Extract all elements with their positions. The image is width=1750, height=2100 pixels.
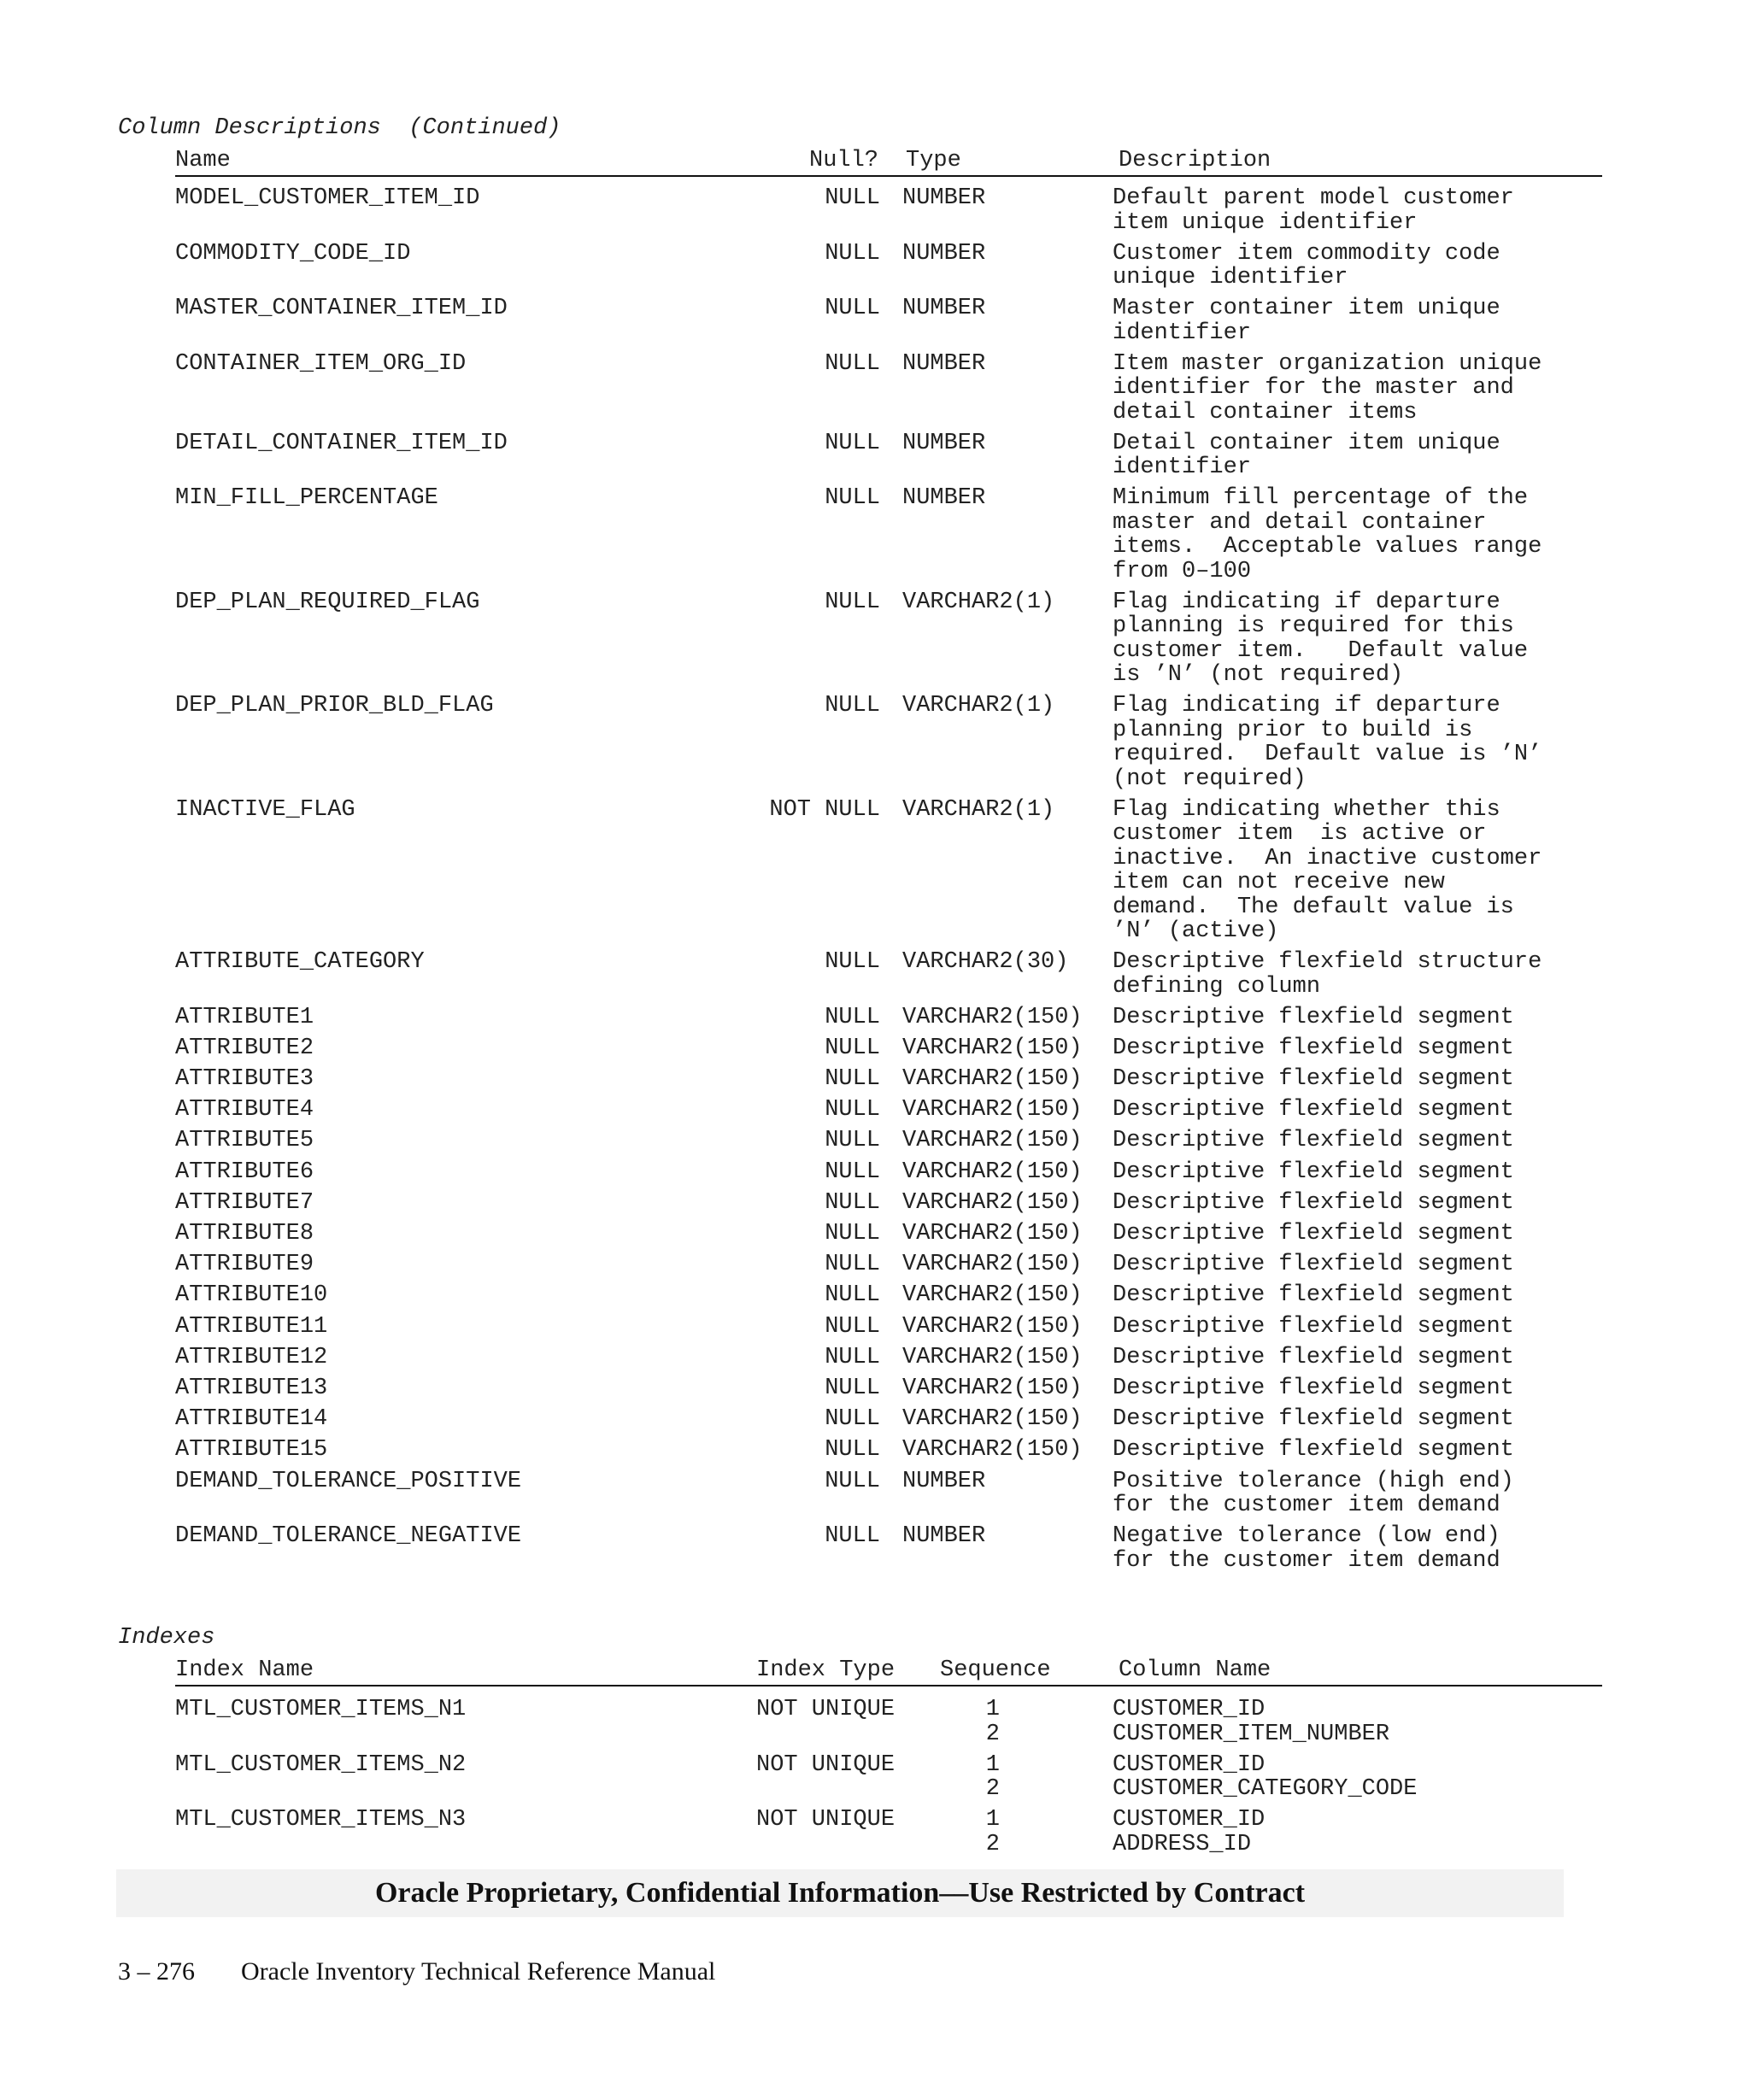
type-cell: VARCHAR2(150) bbox=[902, 1097, 1083, 1123]
description-cell: Descriptive flexfield segment bbox=[1113, 1004, 1514, 1030]
confidential-notice: Oracle Proprietary, Confidential Information––Use Restricted by Contract bbox=[374, 1877, 1306, 1909]
type-cell: NUMBER bbox=[902, 350, 986, 377]
description-cell: Descriptive flexfield segment bbox=[1113, 1189, 1514, 1216]
description-cell: Flag indicating whether this customer item is active or inactive. An inactive customer item can not receive new demand. The default value is ’N’ (active) bbox=[1113, 796, 1542, 944]
description-cell: Descriptive flexfield segment bbox=[1113, 1097, 1514, 1123]
description-cell: Customer item commodity code unique identifier bbox=[1113, 240, 1500, 290]
description-cell: Descriptive flexfield segment bbox=[1113, 1128, 1514, 1154]
null-cell: NULL bbox=[825, 1004, 880, 1030]
null-cell: NULL bbox=[825, 350, 880, 377]
null-cell: NULL bbox=[825, 1097, 880, 1123]
column-name-cell: DEP_PLAN_PRIOR_BLD_FLAG bbox=[175, 693, 494, 719]
description-cell: Flag indicating if departure planning is required for this customer item. Default value is ’N’ (not required) bbox=[1113, 589, 1529, 688]
description-cell: Minimum fill percentage of the master and detail container items. Acceptable values range from 0–100 bbox=[1113, 485, 1542, 584]
header-name: Name bbox=[175, 148, 231, 173]
index-type-cell: NOT UNIQUE bbox=[756, 1751, 896, 1778]
index-name-cell: MTL_CUSTOMER_ITEMS_N2 bbox=[175, 1751, 467, 1778]
type-cell: NUMBER bbox=[902, 485, 986, 511]
column-name-cell: ATTRIBUTE12 bbox=[175, 1344, 328, 1370]
type-cell: NUMBER bbox=[902, 1468, 986, 1494]
description-cell: Negative tolerance (low end) for the customer item demand bbox=[1113, 1523, 1500, 1574]
null-cell: NULL bbox=[825, 1523, 880, 1549]
description-cell: Descriptive flexfield segment bbox=[1113, 1344, 1514, 1370]
null-cell: NULL bbox=[825, 185, 880, 211]
sequence-cell: 1 2 bbox=[985, 1751, 1000, 1802]
column-name-cell: CUSTOMER_ID ADDRESS_ID bbox=[1113, 1807, 1266, 1857]
type-cell: VARCHAR2(150) bbox=[902, 1406, 1083, 1433]
type-cell: VARCHAR2(150) bbox=[902, 1004, 1083, 1030]
description-cell: Descriptive flexfield segment bbox=[1113, 1220, 1514, 1247]
description-cell: Descriptive flexfield segment bbox=[1113, 1437, 1514, 1464]
type-cell: VARCHAR2(150) bbox=[902, 1344, 1083, 1370]
description-cell: Descriptive flexfield segment bbox=[1113, 1035, 1514, 1061]
column-name-cell: DEMAND_TOLERANCE_POSITIVE bbox=[175, 1468, 522, 1494]
column-name-cell: MIN_FILL_PERCENTAGE bbox=[175, 485, 438, 511]
column-name-cell: CONTAINER_ITEM_ORG_ID bbox=[175, 350, 467, 377]
null-cell: NULL bbox=[825, 1468, 880, 1494]
header-column-name: Column Name bbox=[1119, 1657, 1271, 1683]
null-cell: NULL bbox=[825, 1313, 880, 1340]
type-cell: VARCHAR2(150) bbox=[902, 1252, 1083, 1278]
column-name-cell: CUSTOMER_ID CUSTOMER_CATEGORY_CODE bbox=[1113, 1751, 1418, 1802]
column-name-cell: ATTRIBUTE8 bbox=[175, 1220, 314, 1247]
description-cell: Flag indicating if departure planning prior to build is required. Default value is ’N’ (not required) bbox=[1113, 693, 1542, 792]
type-cell: NUMBER bbox=[902, 296, 986, 321]
description-cell: Descriptive flexfield segment bbox=[1113, 1313, 1514, 1340]
header-index-type: Index Type bbox=[756, 1657, 896, 1683]
description-cell: Descriptive flexfield segment bbox=[1113, 1159, 1514, 1185]
header-type: Type bbox=[906, 148, 961, 173]
type-cell: VARCHAR2(30) bbox=[902, 949, 1069, 975]
type-cell: VARCHAR2(150) bbox=[902, 1437, 1083, 1464]
type-cell: NUMBER bbox=[902, 430, 986, 456]
null-cell: NULL bbox=[825, 1035, 880, 1061]
column-name-cell: DETAIL_CONTAINER_ITEM_ID bbox=[175, 430, 508, 456]
header-null: Null? bbox=[809, 148, 879, 173]
column-name-cell: DEP_PLAN_REQUIRED_FLAG bbox=[175, 589, 480, 615]
type-cell: VARCHAR2(150) bbox=[902, 1282, 1083, 1309]
column-name-cell: ATTRIBUTE5 bbox=[175, 1128, 314, 1154]
type-cell: VARCHAR2(150) bbox=[902, 1128, 1083, 1154]
null-cell: NULL bbox=[825, 296, 880, 321]
null-cell: NULL bbox=[825, 1406, 880, 1433]
null-cell: NULL bbox=[825, 693, 880, 719]
manual-title: Oracle Inventory Technical Reference Manual bbox=[241, 1957, 716, 1986]
null-cell: NULL bbox=[825, 1065, 880, 1092]
index-table-header bbox=[175, 1657, 1602, 1686]
null-cell: NULL bbox=[825, 1220, 880, 1247]
column-name-cell: ATTRIBUTE1 bbox=[175, 1004, 314, 1030]
column-name-cell: COMMODITY_CODE_ID bbox=[175, 240, 411, 267]
description-cell: Descriptive flexfield segment bbox=[1113, 1406, 1514, 1433]
index-name-cell: MTL_CUSTOMER_ITEMS_N3 bbox=[175, 1807, 467, 1833]
sequence-cell: 1 2 bbox=[985, 1807, 1000, 1857]
index-type-cell: NOT UNIQUE bbox=[756, 1697, 896, 1722]
column-name-cell: MASTER_CONTAINER_ITEM_ID bbox=[175, 296, 508, 321]
sequence-cell: 1 2 bbox=[985, 1697, 1000, 1747]
column-name-cell: ATTRIBUTE2 bbox=[175, 1035, 314, 1061]
description-cell: Descriptive flexfield segment bbox=[1113, 1065, 1514, 1092]
description-cell: Master container item unique identifier bbox=[1113, 296, 1500, 346]
type-cell: VARCHAR2(150) bbox=[902, 1159, 1083, 1185]
description-cell: Descriptive flexfield segment bbox=[1113, 1252, 1514, 1278]
type-cell: NUMBER bbox=[902, 185, 986, 211]
column-name-cell: ATTRIBUTE11 bbox=[175, 1313, 328, 1340]
column-name-cell: ATTRIBUTE13 bbox=[175, 1375, 328, 1401]
type-cell: VARCHAR2(150) bbox=[902, 1220, 1083, 1247]
index-name-cell: MTL_CUSTOMER_ITEMS_N1 bbox=[175, 1697, 467, 1722]
null-cell: NULL bbox=[825, 1252, 880, 1278]
type-cell: VARCHAR2(1) bbox=[902, 796, 1055, 823]
description-cell: Detail container item unique identifier bbox=[1113, 430, 1500, 480]
null-cell: NULL bbox=[825, 1159, 880, 1185]
null-cell: NULL bbox=[825, 1189, 880, 1216]
type-cell: NUMBER bbox=[902, 1523, 986, 1549]
type-cell: VARCHAR2(150) bbox=[902, 1035, 1083, 1061]
column-name-cell: ATTRIBUTE15 bbox=[175, 1437, 328, 1464]
null-cell: NULL bbox=[825, 430, 880, 456]
column-table-header bbox=[175, 148, 1602, 177]
description-cell: Descriptive flexfield segment bbox=[1113, 1282, 1514, 1309]
null-cell: NULL bbox=[825, 949, 880, 975]
column-name-cell: MODEL_CUSTOMER_ITEM_ID bbox=[175, 185, 480, 211]
type-cell: VARCHAR2(1) bbox=[902, 693, 1055, 719]
column-name-cell: DEMAND_TOLERANCE_NEGATIVE bbox=[175, 1523, 522, 1549]
column-name-cell: ATTRIBUTE_CATEGORY bbox=[175, 949, 425, 975]
page-number: 3 – 276 bbox=[118, 1957, 195, 1986]
description-cell: Descriptive flexfield segment bbox=[1113, 1375, 1514, 1401]
description-cell: Default parent model customer item unique identifier bbox=[1113, 185, 1514, 236]
type-cell: VARCHAR2(150) bbox=[902, 1189, 1083, 1216]
column-name-cell: ATTRIBUTE3 bbox=[175, 1065, 314, 1092]
null-cell: NULL bbox=[825, 1437, 880, 1464]
column-name-cell: ATTRIBUTE6 bbox=[175, 1159, 314, 1185]
column-name-cell: ATTRIBUTE14 bbox=[175, 1406, 328, 1433]
column-name-cell: ATTRIBUTE9 bbox=[175, 1252, 314, 1278]
column-name-cell: CUSTOMER_ID CUSTOMER_ITEM_NUMBER bbox=[1113, 1697, 1390, 1747]
header-index-name: Index Name bbox=[175, 1657, 314, 1683]
indexes-title: Indexes bbox=[118, 1625, 215, 1651]
null-cell: NULL bbox=[825, 485, 880, 511]
column-name-cell: ATTRIBUTE10 bbox=[175, 1282, 328, 1309]
header-sequence: Sequence bbox=[940, 1657, 1051, 1683]
description-cell: Positive tolerance (high end) for the customer item demand bbox=[1113, 1468, 1514, 1518]
type-cell: VARCHAR2(150) bbox=[902, 1375, 1083, 1401]
null-cell: NULL bbox=[825, 1128, 880, 1154]
type-cell: NUMBER bbox=[902, 240, 986, 267]
column-name-cell: INACTIVE_FLAG bbox=[175, 796, 355, 823]
column-descriptions-title: Column Descriptions (Continued) bbox=[118, 115, 561, 141]
null-cell: NULL bbox=[825, 1344, 880, 1370]
type-cell: VARCHAR2(150) bbox=[902, 1065, 1083, 1092]
null-cell: NULL bbox=[825, 1282, 880, 1309]
null-cell: NULL bbox=[825, 1375, 880, 1401]
index-type-cell: NOT UNIQUE bbox=[756, 1807, 896, 1833]
null-cell: NULL bbox=[825, 589, 880, 615]
column-name-cell: ATTRIBUTE7 bbox=[175, 1189, 314, 1216]
column-name-cell: ATTRIBUTE4 bbox=[175, 1097, 314, 1123]
null-cell: NULL bbox=[825, 240, 880, 267]
null-cell: NOT NULL bbox=[769, 796, 880, 823]
type-cell: VARCHAR2(150) bbox=[902, 1313, 1083, 1340]
description-cell: Item master organization unique identifier for the master and detail container items bbox=[1113, 350, 1542, 425]
description-cell: Descriptive flexfield structure defining column bbox=[1113, 949, 1542, 1000]
type-cell: VARCHAR2(1) bbox=[902, 589, 1055, 615]
header-description: Description bbox=[1119, 148, 1271, 173]
